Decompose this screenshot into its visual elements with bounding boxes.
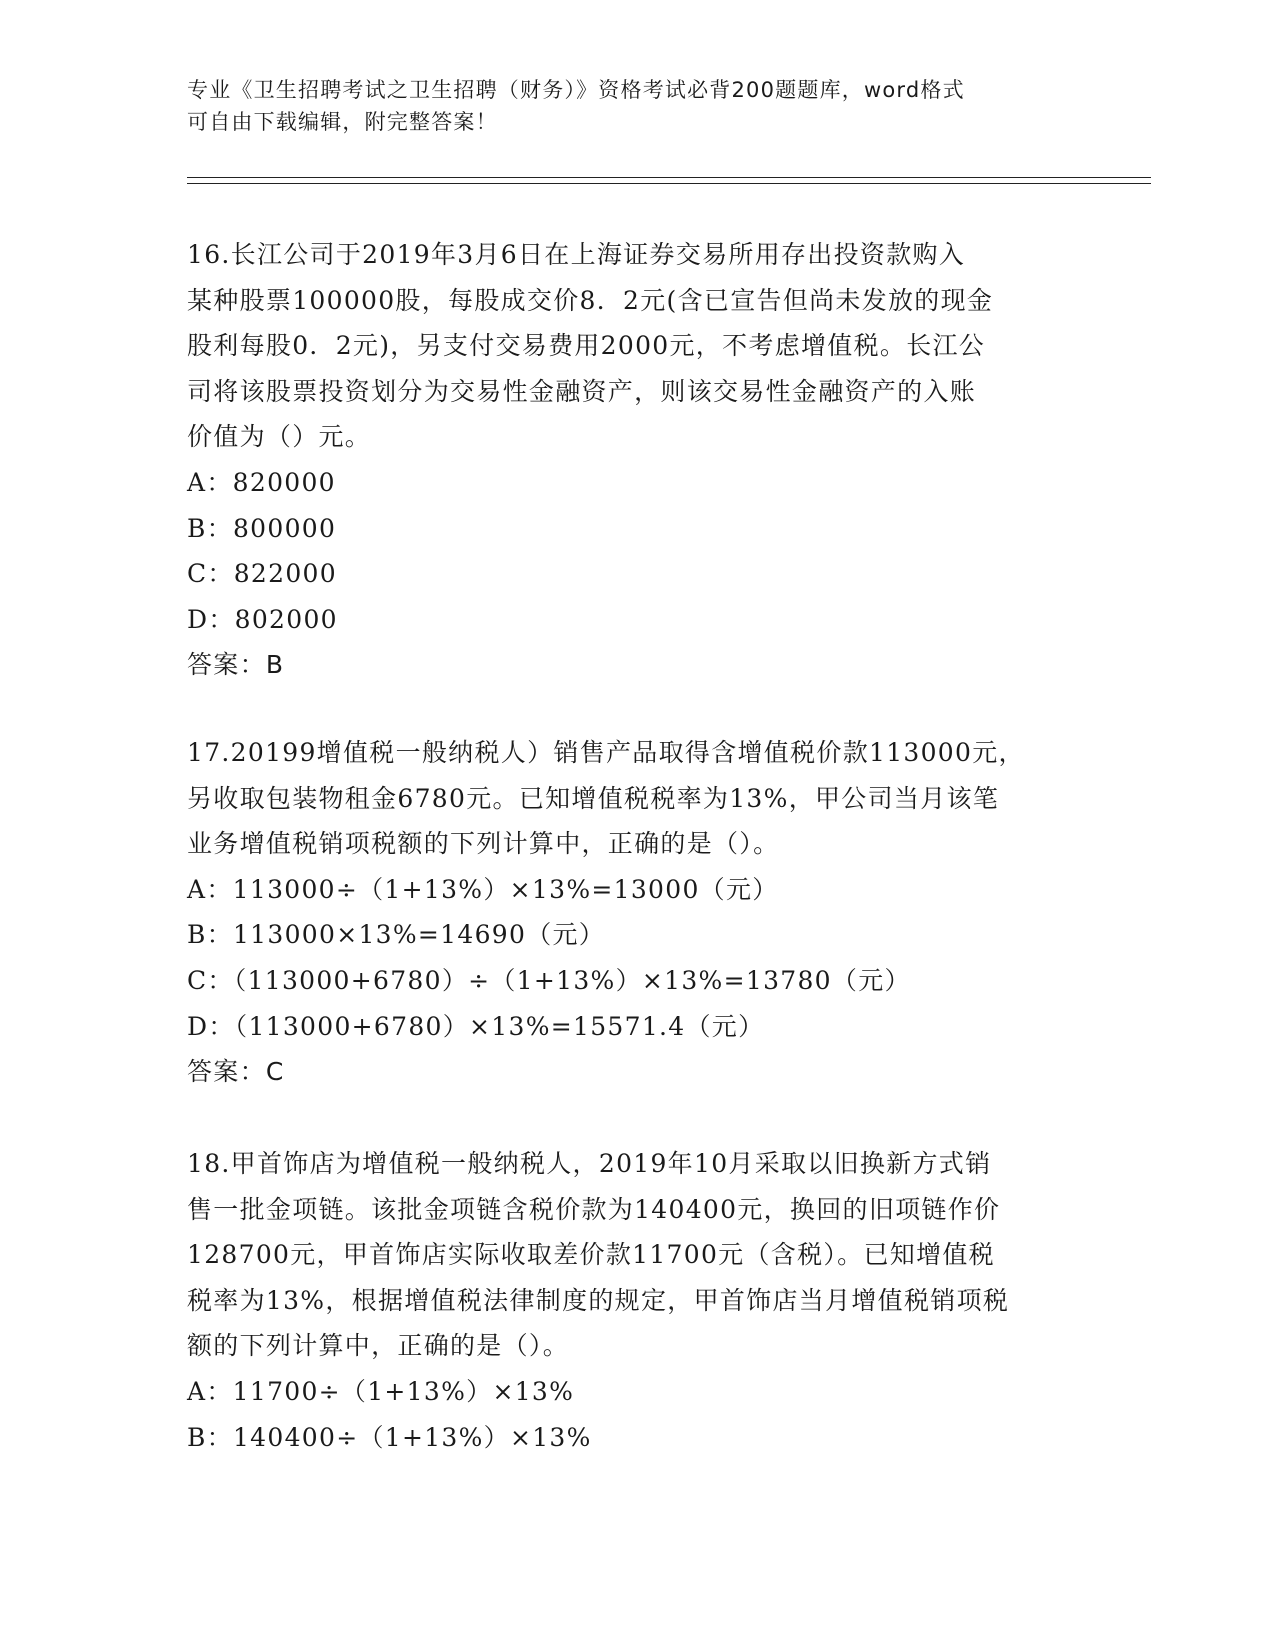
stem-line: 售一批金项链。该批金项链含税价款为140400元，换回的旧项链作价: [187, 1194, 1001, 1224]
stem-line: 18.甲首饰店为增值税一般纳税人，2019年10月采取以旧换新方式销: [187, 1149, 992, 1178]
stem-line: 某种股票100000股，每股成交价8．2元(含已宣告但尚未发放的现金: [187, 285, 994, 315]
question-stem: [187, 232, 1087, 460]
option-a: A：820000: [187, 467, 336, 497]
option-a: A：11700÷（1+13%）×13%: [187, 1376, 575, 1406]
stem-line: 128700元，甲首饰店实际收取差价款11700元（含税）。已知增值税: [187, 1240, 995, 1270]
option-b: B：800000: [187, 513, 337, 543]
stem-line: 额的下列计算中，正确的是（）。: [187, 1331, 570, 1361]
option-d: D：（113000+6780）×13%=15571.4（元）: [187, 1011, 765, 1041]
option-c: C：822000: [187, 559, 337, 589]
option-b: B：113000×13%=14690（元）: [187, 920, 606, 950]
question-17: [187, 730, 1087, 1095]
stem-line: 业务增值税销项税额的下列计算中，正确的是（）。: [187, 829, 780, 859]
option-a: A：113000÷（1+13%）×13%=13000（元）: [187, 874, 779, 904]
header-line: 专业《卫生招聘考试之卫生招聘（财务）》资格考试必背200题题库，word格式: [187, 78, 965, 102]
stem-line: 股利每股0．2元)，另支付交易费用2000元，不考虑增值税。长江公: [187, 331, 986, 361]
stem-line: 价值为（）元。: [187, 422, 372, 452]
header-divider: [187, 177, 1151, 178]
question-16: [187, 232, 1087, 688]
stem-line: 16.长江公司于2019年3月6日在上海证券交易所用存出投资款购入: [187, 240, 966, 269]
question-18: [187, 1141, 1087, 1460]
question-stem: [187, 1141, 1087, 1369]
stem-line: 另收取包装物租金6780元。已知增值税税率为13%，甲公司当月该笔: [187, 783, 1000, 813]
question-stem: [187, 730, 1087, 867]
page-header: [187, 74, 1067, 138]
option-b: B：140400÷（1+13%）×13%: [187, 1422, 592, 1452]
option-c: C：（113000+6780）÷（1+13%）×13%=13780（元）: [187, 965, 911, 995]
answer-label: 答案：B: [187, 650, 285, 680]
answer-label: 答案：C: [187, 1057, 285, 1087]
header-divider: [187, 183, 1151, 184]
stem-line: 司将该股票投资划分为交易性金融资产，则该交易性金融资产的入账: [187, 376, 977, 406]
stem-line: 税率为13%，根据增值税法律制度的规定，甲首饰店当月增值税销项税: [187, 1285, 1010, 1315]
header-line: 可自由下载编辑，附完整答案！: [187, 110, 498, 134]
option-d: D：802000: [187, 604, 338, 634]
stem-line: 17.20199增值税一般纳税人）销售产品取得含增值税价款113000元，: [187, 738, 1025, 767]
